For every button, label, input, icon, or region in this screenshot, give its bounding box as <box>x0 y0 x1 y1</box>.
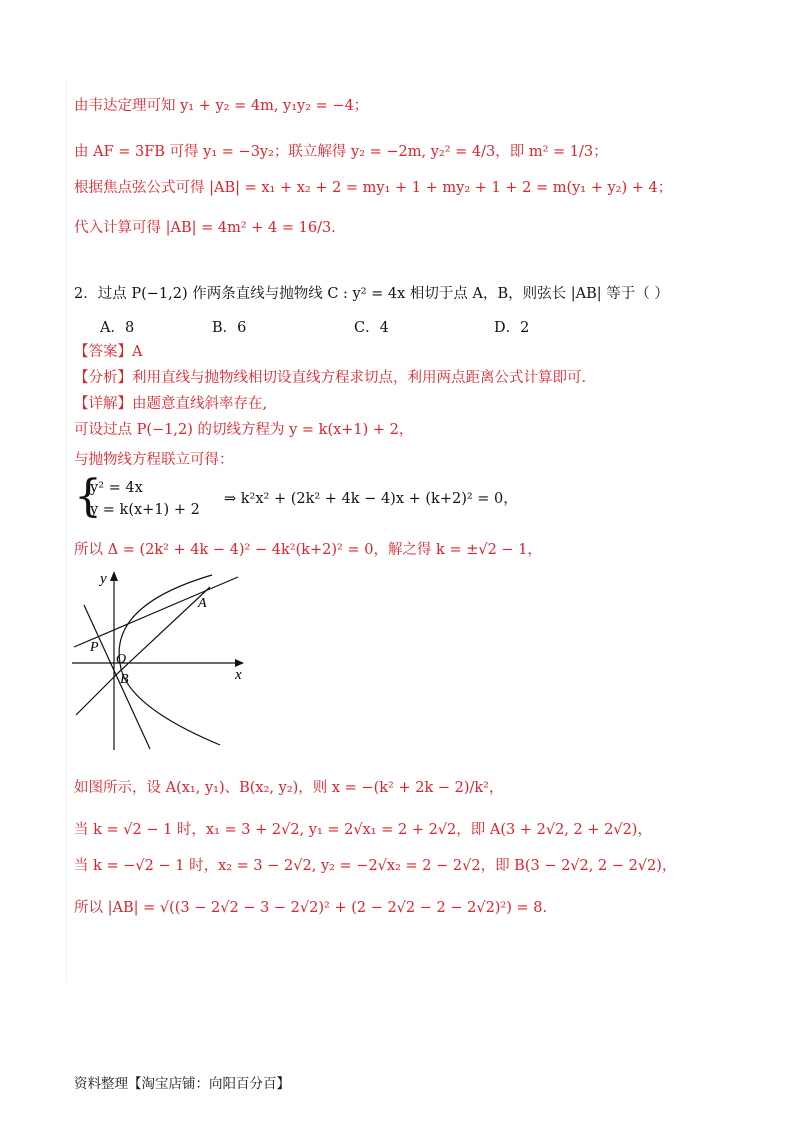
detail-distance: 所以 |AB| = √((3 − 2√2 − 3 − 2√2)² + (2 − 2√2 − 2 − 2√2)²) = 8. <box>74 900 548 916</box>
chord-ab <box>118 587 210 673</box>
solution-line-vector: 由 AF = 3FB 可得 y₁ = −3y₂；联立解得 y₂ = −2m, y₂² = 4/3，即 m² = 1/3； <box>74 144 608 160</box>
analysis-line: 【分析】利用直线与抛物线相切设直线方程求切点，利用两点距离公式计算即可. <box>74 370 587 386</box>
tangent-line-b <box>84 605 150 749</box>
x-axis-arrow <box>235 659 244 667</box>
solution-line-vieta: 由韦达定理可知 y₁ + y₂ = 4m, y₁y₂ = −4； <box>74 98 369 114</box>
system-eq-2: y = k(x+1) + 2 <box>90 502 200 518</box>
label-b: B <box>120 672 129 687</box>
solution-line-result: 代入计算可得 |AB| = 4m² + 4 = 16/3. <box>74 220 336 236</box>
solution-line-focal-chord: 根据焦点弦公式可得 |AB| = x₁ + x₂ + 2 = my₁ + 1 + my₂ + 1 + 2 = m(y₁ + y₂) + 4； <box>74 180 673 196</box>
footer-source: 资料整理【淘宝店铺：向阳百分百】 <box>74 1076 290 1092</box>
detail-point-a: 当 k = √2 − 1 时，x₁ = 3 + 2√2, y₁ = 2√x₁ = 2 + 2√2，即 A(3 + 2√2, 2 + 2√2)， <box>74 822 652 838</box>
system-result: ⇒ k²x² + (2k² + 4k − 4)x + (k+2)² = 0， <box>224 491 518 507</box>
label-o: O <box>116 652 127 667</box>
detail-coordinates: 如图所示，设 A(x₁, y₁)、B(x₂, y₂)，则 x = −(k² + 2k − 2)/k²， <box>74 780 504 796</box>
answer-line: 【答案】A <box>74 344 143 360</box>
option-b: B．6 <box>212 320 247 336</box>
chord-extension <box>76 673 118 715</box>
system-eq-1: y² = 4x <box>90 480 143 496</box>
equation-system <box>74 471 518 526</box>
system-brace: { <box>74 471 102 522</box>
page-margin-rule <box>66 80 67 980</box>
option-d: D．2 <box>494 320 530 336</box>
detail-tangent-equation: 可设过点 P(−1,2) 的切线方程为 y = k(x+1) + 2， <box>74 422 414 438</box>
y-axis-arrow <box>110 571 118 581</box>
option-a: A．8 <box>100 320 135 336</box>
question-2-stem: 2．过点 P(−1,2) 作两条直线与抛物线 C : y² = 4x 相切于点 A，B，则弦长 |AB| 等于（ ） <box>74 286 669 302</box>
label-a: A <box>198 596 207 611</box>
detail-discriminant: 所以 Δ = (2k² + 4k − 4)² − 4k²(k+2)² = 0，解之得 k = ±√2 − 1， <box>74 542 542 558</box>
detail-point-b: 当 k = −√2 − 1 时，x₂ = 3 − 2√2, y₂ = −2√x₂ = 2 − 2√2，即 B(3 − 2√2, 2 − 2√2)， <box>74 858 677 874</box>
detail-line: 【详解】由题意直线斜率存在, <box>74 396 268 412</box>
parabola-figure <box>70 565 250 755</box>
option-c: C．4 <box>354 320 389 336</box>
label-p: P <box>90 640 99 655</box>
label-x: x <box>235 667 242 683</box>
label-y: y <box>100 571 107 587</box>
detail-combine: 与抛物线方程联立可得： <box>74 452 234 468</box>
